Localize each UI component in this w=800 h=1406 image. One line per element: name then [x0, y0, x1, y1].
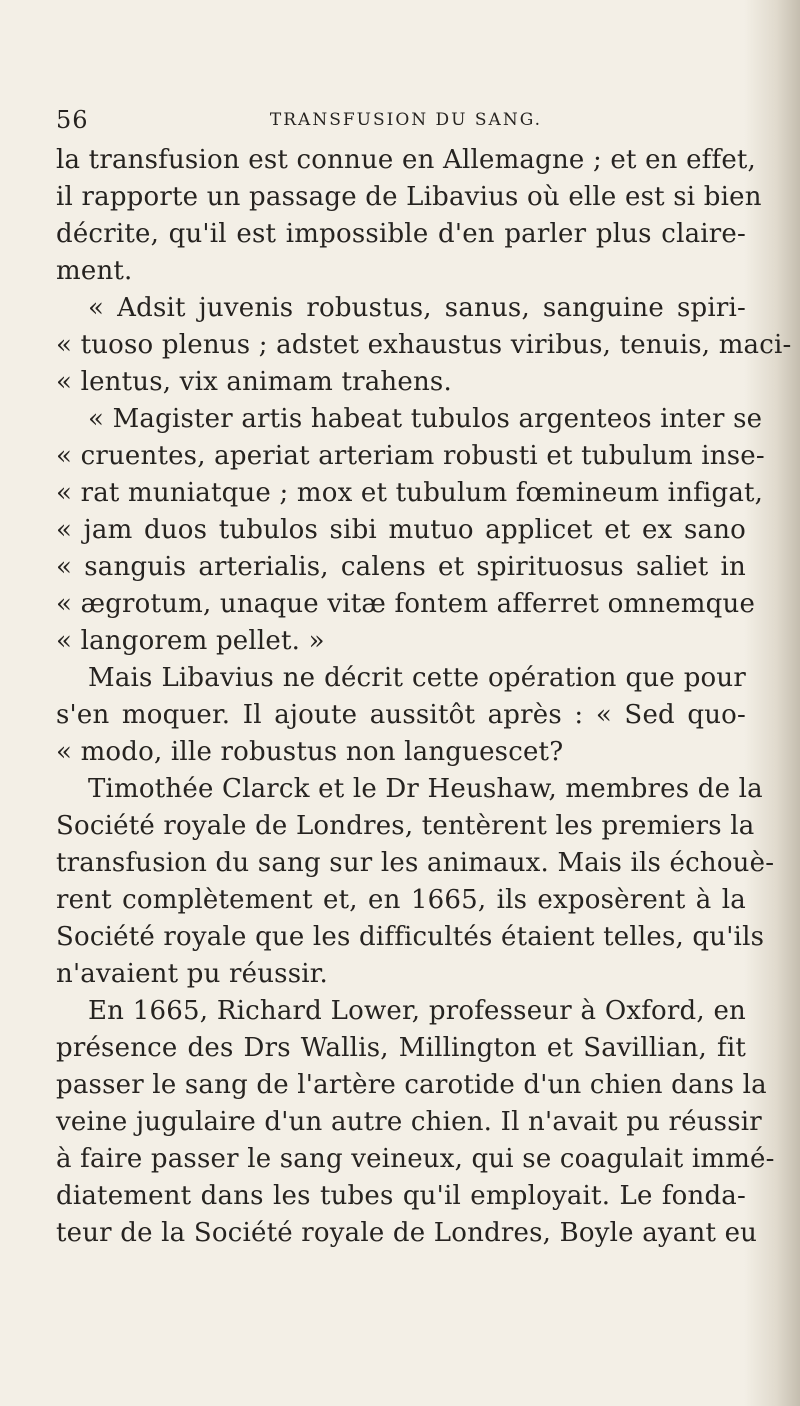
text-line: Mais Libavius ne décrit cette opération que pour [88, 663, 746, 693]
latin-quote-line: « sanguis arterialis, calens et spirituosus saliet in [56, 552, 746, 582]
text-line: s'en moquer. Il ajoute aussitôt après : « Sed quo- [56, 700, 746, 730]
text-line: Société royale que les difficultés étaient telles, qu'ils [56, 922, 765, 952]
text-line: diatement dans les tubes qu'il employait. Le fonda- [56, 1181, 746, 1211]
latin-quote-line: « langorem pellet. » [56, 626, 325, 656]
text-line: teur de la Société royale de Londres, Boyle ayant eu [56, 1218, 758, 1248]
text-line: transfusion du sang sur les animaux. Mais ils échouè- [56, 848, 775, 878]
latin-quote-line: « jam duos tubulos sibi mutuo applicet et ex sano [56, 515, 746, 545]
latin-quote-line: « tuoso plenus ; adstet exhaustus viribus, tenuis, maci- [56, 330, 792, 360]
text-line: Société royale de Londres, tentèrent les premiers la [56, 811, 755, 841]
text-line: En 1665, Richard Lower, professeur à Oxford, en [88, 996, 746, 1026]
latin-quote-line: « rat muniatque ; mox et tubulum fœmineum infigat, [56, 478, 764, 508]
latin-quote-line: « cruentes, aperiat arteriam robusti et tubulum inse- [56, 441, 765, 471]
text-line: la transfusion est connue en Allemagne ; et en effet, [56, 145, 757, 175]
body-text [56, 142, 792, 1252]
text-line: décrite, qu'il est impossible d'en parler plus claire- [56, 219, 746, 249]
text-line: veine jugulaire d'un autre chien. Il n'avait pu réussir [56, 1107, 762, 1137]
text-line: ment. [56, 256, 133, 286]
text-line: « modo, ille robustus non languescet? [56, 737, 564, 767]
page-header [56, 106, 746, 136]
text-line: à faire passer le sang veineux, qui se coagulait immé- [56, 1144, 775, 1174]
text-line: Timothée Clarck et le Dr Heushaw, membres de la [88, 774, 763, 804]
page-number: 56 [56, 106, 89, 134]
text-line: présence des Drs Wallis, Millington et Savillian, fit [56, 1033, 746, 1063]
text-line: passer le sang de l'artère carotide d'un chien dans la [56, 1070, 767, 1100]
text-line: rent complètement et, en 1665, ils exposèrent à la [56, 885, 746, 915]
running-title: TRANSFUSION DU SANG. [269, 110, 543, 130]
latin-quote-line: « Adsit juvenis robustus, sanus, sanguine spiri- [88, 293, 746, 323]
latin-quote-line: « lentus, vix animam trahens. [56, 367, 452, 397]
text-line: n'avaient pu réussir. [56, 959, 328, 989]
text-line: il rapporte un passage de Libavius où elle est si bien [56, 182, 762, 212]
latin-quote-line: « ægrotum, unaque vitæ fontem afferret omnemque [56, 589, 756, 619]
latin-quote-line: « Magister artis habeat tubulos argenteos inter se [88, 404, 763, 434]
